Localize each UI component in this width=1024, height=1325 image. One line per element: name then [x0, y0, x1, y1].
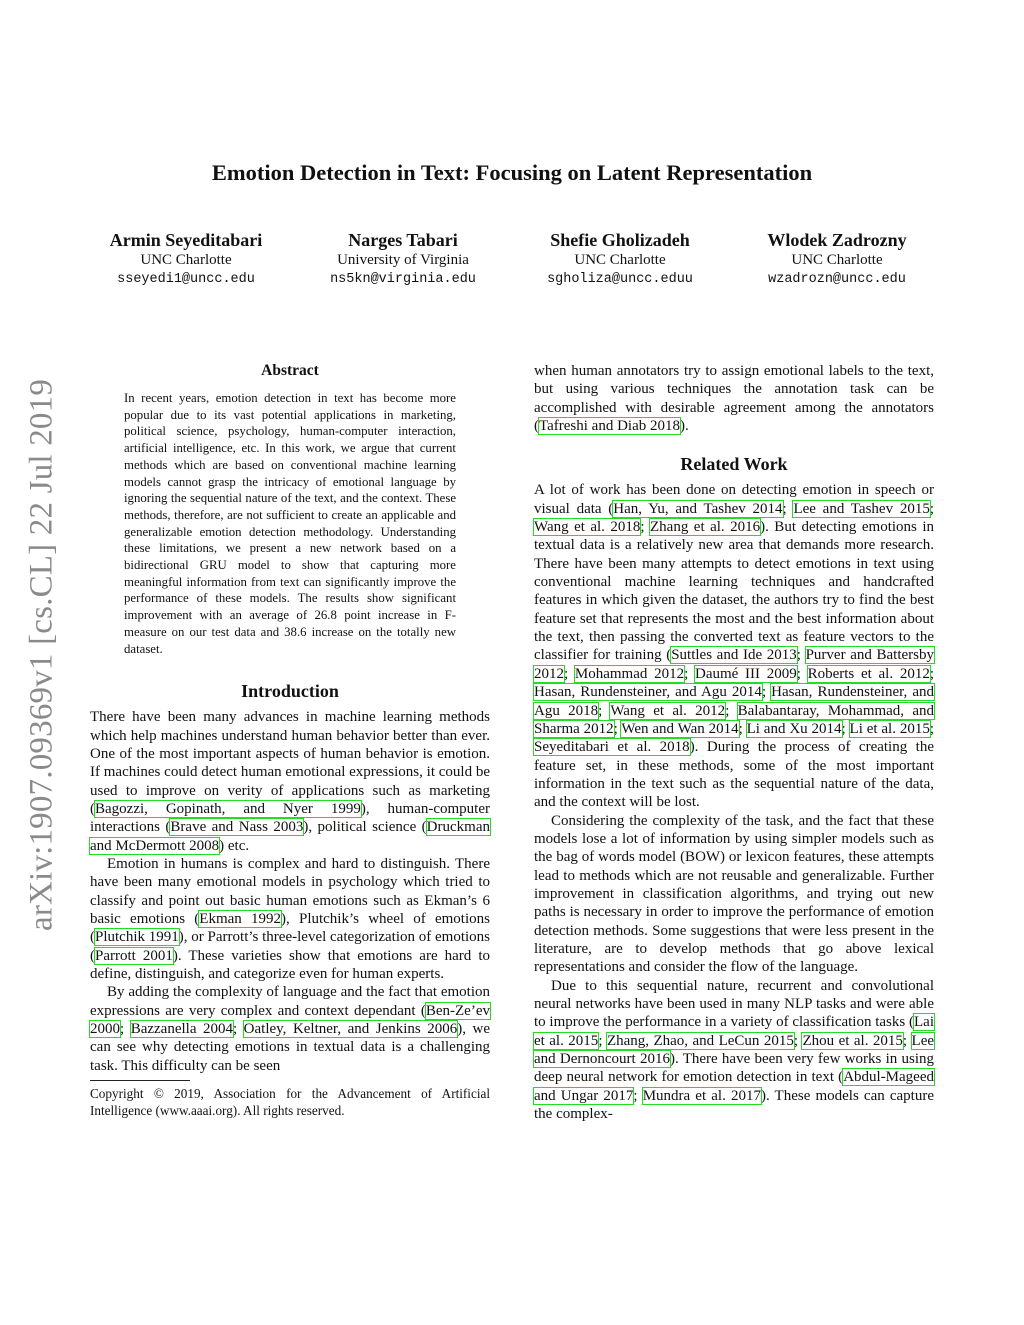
citation-link[interactable]: Ekman 1992 [199, 911, 281, 928]
related-work-heading: Related Work [680, 454, 788, 475]
left-column [90, 362, 490, 1119]
citation-link[interactable]: Hasan, Rundensteiner, and Agu 2014 [534, 684, 762, 701]
citation-link[interactable]: Zhang et al. 2016 [650, 519, 761, 536]
citation-link[interactable]: Han, Yu, and Tashev 2014 [613, 500, 783, 517]
citation-link[interactable]: Plutchik 1991 [95, 929, 179, 946]
author-name: Wlodek Zadrozny [767, 230, 907, 250]
citation-link[interactable]: Oatley, Keltner, and Jenkins 2006 [243, 1021, 458, 1038]
citation-link[interactable]: Ben-Ze’ev 2000 [90, 1002, 490, 1038]
citation-link[interactable]: Lee and Dernoncourt 2016 [534, 1032, 935, 1068]
citation-link[interactable]: Roberts et al. 2012 [807, 665, 930, 682]
citation-link[interactable]: Purver and Battersby 2012 [534, 647, 935, 682]
citation-link[interactable]: Tafreshi and Diab 2018 [539, 418, 680, 435]
author-name: Narges Tabari [348, 230, 458, 250]
author-2 [283, 229, 523, 289]
citation-link[interactable]: Wang et al. 2018 [534, 519, 641, 536]
arxiv-stamp [22, 365, 62, 945]
author-email: sgholiza@uncc.eduu [547, 272, 693, 287]
citation-link[interactable]: Parrott 2001 [95, 947, 173, 964]
citation-link[interactable]: Brave and Nass 2003 [170, 819, 304, 836]
paper-title: Emotion Detection in Text: Focusing on Latent Representation [211, 160, 813, 185]
citation-link[interactable]: Zhang, Zhao, and LeCun 2015 [606, 1032, 794, 1049]
author-3 [500, 229, 740, 289]
author-email: wzadrozn@uncc.edu [768, 272, 906, 287]
author-1 [66, 229, 306, 289]
citation-link[interactable]: Li et al. 2015 [849, 720, 930, 737]
citation-link[interactable]: Mohammad 2012 [574, 665, 685, 682]
citation-link[interactable]: Druckman and McDermott 2008 [90, 819, 490, 854]
continued-paragraph: when human annotators try to assign emotional labels to the text, but using various techniques the annotation task can be accomplished with desirable agreement among the annotators (Tafreshi and Diab 2018). [534, 363, 934, 435]
introduction-heading: Introduction [241, 681, 339, 702]
related-paragraph-3: Due to this sequential nature, recurrent and convolutional neural networks have been used in many NLP tasks and were able to improve the performance in a variety of classification tasks (Lai et al. 2015; Zhang, Zhao, and LeCun 2015; Zhou et al. 2015; Lee and Dernoncourt 2016). There have been very few works in using deep neural network for emotion detection in text (Abdul-Mageed and Ungar 2017; Mundra et al. 2017). These models can capture the complex- [534, 977, 935, 1123]
abstract-heading: Abstract [261, 362, 319, 379]
citation-link[interactable]: Lai et al. 2015 [534, 1014, 934, 1049]
citation-link[interactable]: Zhou et al. 2015 [802, 1032, 903, 1049]
citation-link[interactable]: Lee and Tashev 2015 [793, 500, 930, 517]
intro-paragraph-3: By adding the complexity of language and the fact that emotion expressions are very complex and context dependant (Ben-Ze’ev 2000; Bazzanella 2004; Oatley, Keltner, and Jenkins 2006), we can see why detecting emotions in textual data is a challenging task. This difficulty can be seen [90, 984, 490, 1074]
citation-link[interactable]: Li and Xu 2014 [746, 720, 842, 737]
citation-link[interactable]: Daumé III 2009 [694, 665, 797, 682]
citation-link[interactable]: Wang et al. 2012 [610, 702, 726, 719]
citation-link[interactable]: Mundra et al. 2017 [642, 1087, 761, 1104]
intro-paragraph-1: There have been many advances in machine learning methods which help machines understand human behavior better than ever. One of the most important aspects of human behavior is emotion. If machines could detect human emotional expressions, it could be used to improve on verity of applications such as marketing (Bagozzi, Gopinath, and Nyer 1999), human-computer interactions (Brave and Nass 2003), political science (Druckman and McDermott 2008) etc. [90, 709, 490, 854]
author-name: Armin Seyeditabari [109, 230, 263, 250]
right-column [534, 362, 934, 1123]
author-name: Shefie Gholizadeh [550, 230, 690, 250]
citation-link[interactable]: Bagozzi, Gopinath, and Nyer 1999 [95, 800, 361, 817]
citation-link[interactable]: Hasan, Rundensteiner, and Agu 2018 [534, 684, 934, 719]
citation-link[interactable]: Balabantaray, Mohammad, and Sharma 2012 [534, 702, 935, 737]
copyright-footnote: Copyright © 2019, Association for the Advancement of Artificial Intelligence (www.aaai.org). All rights reserved. [90, 1086, 490, 1119]
citation-link[interactable]: Wen and Wan 2014 [621, 720, 739, 737]
citation-link[interactable]: Bazzanella 2004 [130, 1021, 233, 1038]
author-affiliation: UNC Charlotte [574, 252, 666, 268]
footnote-rule [90, 1080, 190, 1081]
related-paragraph-2: Considering the complexity of the task, and the fact that these models lose a lot of information by using simpler models such as the bag of words model (BOW) or lexicon features, these attempts lead to methods which are not reusable and generalizable. Further improvement in classification algorithms, and trying out new paths is necessary in order to improve the performance of emotion detection methods. Some suggestions that were less present in the literature, are to develop methods that go above lexical representations and consider the flow of the language. [534, 812, 934, 976]
citation-link[interactable]: Seyeditabari et al. 2018 [534, 739, 690, 756]
author-4 [717, 229, 957, 289]
author-affiliation: UNC Charlotte [140, 252, 232, 268]
related-paragraph-1: A lot of work has been done on detecting emotion in speech or visual data (Han, Yu, and Tashev 2014; Lee and Tashev 2015; Wang et al. 2018; Zhang et al. 2016). But detecting emotions in textual data is a relatively new area that demands more research. There have been many attempts to detect emotions in text using conventional machine learning techniques and handcrafted features in which given the dataset, the authors try to find the best feature set that represents the most and the best information about the text, then passing the converted text as feature vectors to the classifier for training (Suttles and Ide 2013; Purver and Battersby 2012; Mohammad 2012; Daumé III 2009; Roberts et al. 2012; Hasan, Rundensteiner, and Agu 2014; Hasan, Rundensteiner, and Agu 2018; Wang et al. 2012; Balabantaray, Mohammad, and Sharma 2012; Wen and Wan 2014; Li and Xu 2014; Li et al. 2015; Seyeditabari et al. 2018). During the process of creating the feature set, in these methods, some of the most important information in the text such as the sequential nature of the data, and the context will be lost. [534, 482, 935, 811]
intro-paragraph-2: Emotion in humans is complex and hard to distinguish. There have been many emotional models in psychology which tried to classify and point out basic human emotions such as Ekman’s 6 basic emotions (Ekman 1992), Plutchik’s wheel of emotions (Plutchik 1991), or Parrott’s three-level categorization of emotions (Parrott 2001). These varieties show that emotions are hard to define, distinguish, and categorize even for human experts. [90, 856, 491, 983]
author-affiliation: UNC Charlotte [791, 252, 883, 268]
author-email: ns5kn@virginia.edu [330, 272, 476, 287]
arxiv-id: arXiv:1907.09369v1 [cs.CL] 22 Jul 2019 [23, 378, 60, 932]
author-affiliation: University of Virginia [337, 252, 469, 268]
citation-link[interactable]: Suttles and Ide 2013 [671, 647, 797, 664]
abstract-text: In recent years, emotion detection in text has become more popular due to its vast potential applications in marketing, political science, psychology, human-computer interaction, artificial intelligence, etc. In this work, we argue that current methods which are based on conventional machine learning models cannot grasp the intricacy of emotional language by ignoring the sequential nature of the text, and the context. These methods, therefore, are not sufficient to create an applicable and generalizable emotion detection methodology. Understanding these limitations, we present a new network based on a bidirectional GRU model to show that capturing more meaningful information from text can significantly improve the performance of these models. The results show significant improvement with an average of 26.8 point increase in F-measure on our test data and 38.6 increase on the totally new dataset. [124, 391, 456, 656]
citation-link[interactable]: Abdul-Mageed and Ungar 2017 [534, 1069, 934, 1104]
author-email: sseyedi1@uncc.edu [117, 272, 255, 287]
